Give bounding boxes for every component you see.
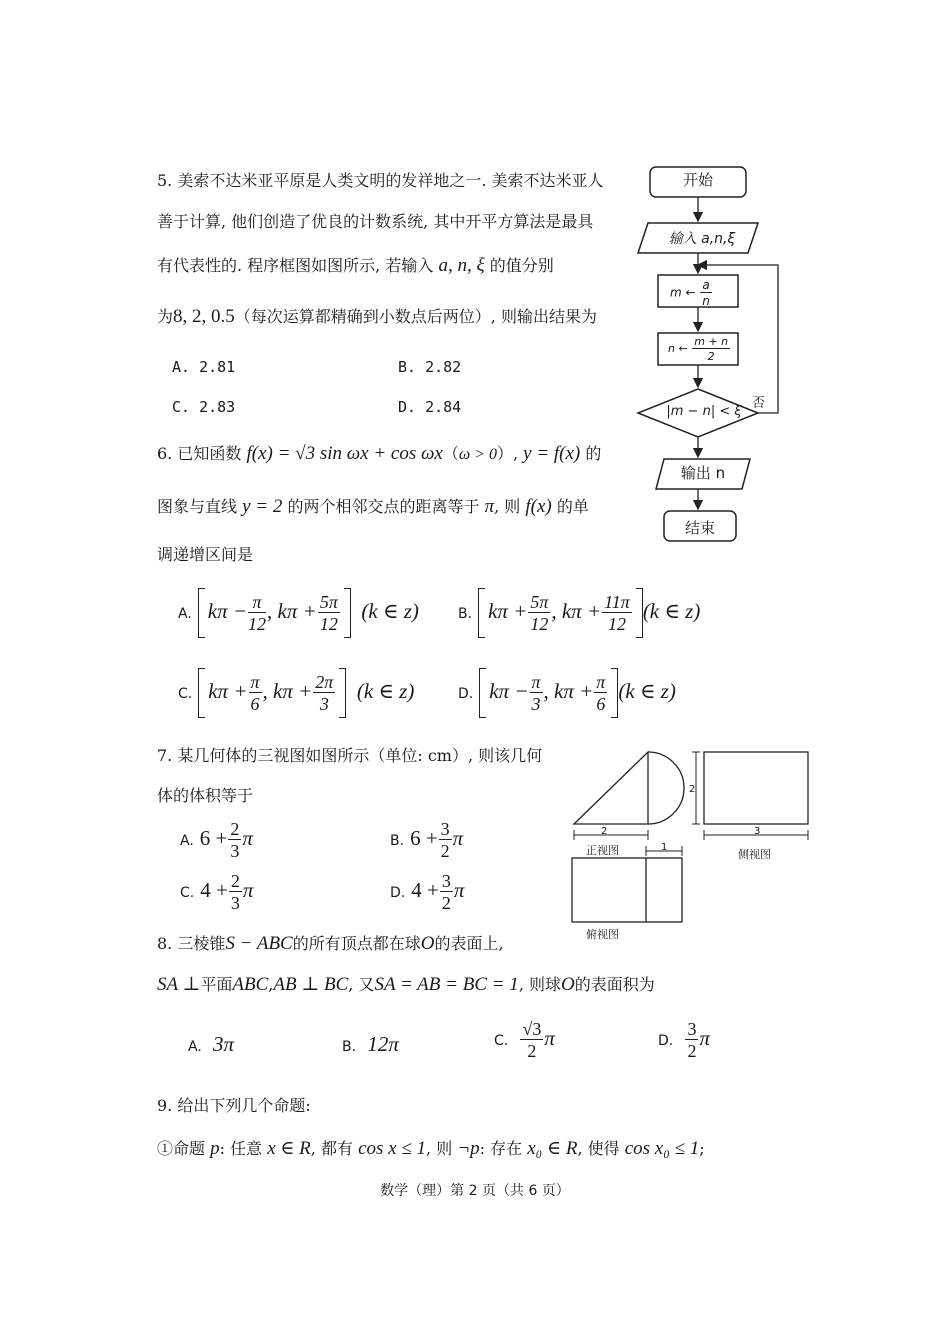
front-view-semicircle (648, 752, 684, 824)
q8-sphere-o-2: O (561, 974, 575, 995)
q7-option-b-label: B. (390, 832, 405, 849)
q6-paren-open: （ (442, 444, 459, 463)
flow-step-m-num: a (702, 278, 710, 292)
q6-option-c[interactable] (178, 668, 414, 718)
q6-option-b-label: B. (458, 605, 473, 622)
q7-option-c-den: 3 (230, 893, 240, 913)
q8-option-d-den: 2 (687, 1041, 697, 1061)
q6-option-a-part1: kπ − (207, 598, 248, 623)
q6-option-b-part1: kπ + (488, 598, 528, 623)
q6-omega-cond: ω > 0 (458, 446, 497, 463)
q7-option-b[interactable] (390, 820, 463, 860)
q6-option-b-f1n: 5π (530, 592, 549, 612)
q6-line-2-head: 图象与直线 (157, 497, 238, 516)
front-view-label: 正视图 (586, 844, 619, 857)
q7-option-d-den: 2 (441, 893, 451, 913)
q6-option-c-label: C. (178, 685, 193, 702)
flow-start-label: 开始 (682, 171, 713, 189)
q6-option-d-f1n: π (531, 672, 541, 692)
q6-option-c-part2: , kπ + (262, 678, 313, 703)
q7-option-a-pi: π (242, 825, 253, 850)
q6-option-b-f2d: 12 (607, 614, 626, 634)
q8-option-d[interactable] (658, 1020, 710, 1060)
q6-option-a-f2d: 12 (319, 614, 338, 634)
q6-line-2-tail: 的单 (556, 497, 589, 516)
q7-option-c-pi: π (242, 877, 254, 902)
q5-line-3 (157, 256, 554, 276)
q7-line-1: 7. 某几何体的三视图如图所示（单位: cm）, 则该几何 (157, 746, 543, 765)
top-view-label: 俯视图 (586, 928, 619, 941)
top-view-rect (572, 858, 682, 922)
q7-option-a-den: 3 (230, 841, 240, 861)
q6-line-2-mid: 的两个相邻交点的距离等于 (287, 497, 480, 516)
q7-option-c-int: 4 + (200, 877, 228, 902)
flow-output-label: 输出 n (680, 464, 726, 482)
q8-option-a-label: A. (188, 1039, 202, 1055)
q9-any: : 任意 (219, 1139, 263, 1158)
q6-option-c-f2n: 2π (315, 672, 334, 692)
q8-option-b-value: 12π (367, 1032, 399, 1056)
flow-end-label: 结束 (684, 519, 715, 537)
q8-option-c-label: C. (494, 1032, 509, 1049)
q8-option-c-pi: π (544, 1025, 555, 1050)
q9-always: , 都有 (310, 1139, 353, 1158)
q7-option-b-den: 2 (440, 841, 450, 861)
flow-step-m (670, 279, 713, 307)
q6-option-a-f2n: 5π (319, 592, 338, 612)
q7-option-b-pi: π (452, 825, 464, 850)
q7-option-c[interactable] (180, 872, 253, 912)
q6-option-a-domain: (k ∈ z) (361, 598, 419, 623)
dim-height: 2 (689, 784, 696, 795)
q8-ab-perp-bc: AB ⊥ BC (273, 974, 349, 995)
q8-option-c-den: 2 (527, 1041, 537, 1061)
flow-step-n-den: 2 (707, 350, 715, 363)
flow-input-label: 输入 a,n,ξ (668, 231, 736, 247)
q7-option-d-num: 3 (441, 871, 451, 891)
q8-line-1-tail: 的表面上, (434, 934, 504, 953)
q5-option-a[interactable]: A. 2.81 (172, 358, 236, 376)
q6-line-y2: y = 2 (242, 496, 283, 517)
q5-line-4-head: 为 (157, 307, 174, 326)
q6-option-b-domain: (k ∈ z) (642, 598, 701, 623)
q5-line-4-tail: （每次运算都精确到小数点后两位）, 则输出结果为 (234, 307, 597, 326)
side-view-label: 侧视图 (738, 848, 771, 861)
flow-no-label: 否 (752, 396, 766, 411)
q8-again: , 又 (348, 975, 375, 994)
q7-line-2: 体的体积等于 (157, 786, 254, 805)
front-view-shape (574, 752, 648, 824)
q6-option-c-part1: kπ + (208, 678, 248, 703)
q8-abc: ABC (232, 974, 269, 995)
flow-condition-label: |m − n| < ξ (666, 404, 742, 419)
q6-pi: π (484, 496, 495, 517)
q5-input-values: 8, 2, 0.5 (173, 306, 235, 327)
q6-option-c-f1n: π (250, 672, 260, 692)
q9-exists: : 存在 (479, 1139, 523, 1158)
q6-line-3: 调递增区间是 (157, 545, 254, 564)
q6-option-a-f1n: π (248, 593, 266, 613)
flow-step-m-den: n (702, 294, 710, 308)
q8-option-b-label: B. (342, 1039, 357, 1055)
page-footer: 数学（理）第 2 页（共 6 页） (380, 1183, 570, 1199)
q7-option-c-label: C. (180, 884, 195, 901)
q9-line-2 (157, 1139, 705, 1159)
q9-prop-head: ①命题 (157, 1139, 206, 1158)
q8-option-d-pi: π (699, 1025, 711, 1050)
q6-option-c-f1d: 6 (250, 694, 260, 714)
q6-option-a-part2: , kπ + (267, 598, 317, 623)
q8-option-d-label: D. (658, 1032, 674, 1049)
q6-option-d-f2n: π (596, 672, 606, 692)
q6-option-b-part2: , kπ + (551, 598, 602, 623)
q6-option-a-f1d: 12 (248, 614, 267, 634)
q6-option-b-f1d: 12 (530, 614, 549, 634)
q8-option-d-num: 3 (687, 1019, 697, 1039)
q9-cos-x0: cos x₀ ≤ 1 (624, 1138, 700, 1159)
q7-option-b-int: 6 + (410, 825, 438, 850)
q5-input-vars: a, n, ξ (438, 255, 485, 276)
flow-step-n-left: n ← (668, 342, 688, 355)
q6-line-1-head: 6. 已知函数 (157, 444, 242, 463)
q8-line-1-mid: 的所有顶点都在球 (292, 934, 421, 953)
q5-line-3-text: 有代表性的. 程序框图如图所示, 若输入 (157, 256, 434, 275)
q9-not-p: ¬p (457, 1138, 480, 1159)
q8-then: , 则球 (518, 975, 561, 994)
q9-x-in-r: x ∈ R (267, 1138, 311, 1159)
q7-option-d[interactable] (390, 872, 464, 912)
q8-lengths: SA = AB = BC = 1 (374, 974, 519, 995)
q5-line-4 (157, 307, 597, 327)
q6-line-2 (157, 497, 589, 517)
q6-option-d[interactable] (458, 668, 676, 718)
q9-line-1: 9. 给出下列几个命题: (157, 1096, 311, 1115)
q6-option-d-part2: , kπ + (543, 678, 594, 703)
q7-option-d-label: D. (390, 884, 406, 901)
q8-sa-perp: SA ⊥ (157, 974, 201, 995)
q6-fx: f(x) (525, 496, 552, 517)
q6-option-b-f2n: 11π (604, 592, 630, 612)
q6-option-d-domain: (k ∈ z) (618, 678, 676, 703)
q8-line-1-head: 8. 三棱锥 (157, 934, 226, 953)
q8-pyramid: S − ABC (225, 933, 293, 954)
q6-option-d-label: D. (458, 685, 474, 702)
q8-comma: , (268, 975, 274, 994)
q8-line-2-tail: 的表面积为 (574, 975, 655, 994)
q9-x0-in-r: x₀ ∈ R (527, 1138, 578, 1159)
q8-plane-text: 平面 (200, 975, 233, 994)
dim-front-width: 2 (601, 826, 608, 837)
q5-option-d[interactable]: D. 2.84 (398, 398, 462, 416)
flow-step-n (668, 336, 731, 362)
q9-semicolon: ; (699, 1139, 705, 1158)
q8-option-b[interactable] (342, 1032, 399, 1057)
q6-option-b[interactable] (458, 588, 700, 638)
q8-line-2 (157, 975, 655, 995)
q7-option-a[interactable] (180, 820, 253, 860)
q7-option-a-label: A. (180, 832, 194, 849)
q6-paren-close: ）, (496, 444, 519, 463)
q6-line-1-tail: 的 (585, 444, 602, 463)
side-view-rect (704, 752, 808, 824)
q6-option-c-domain: (k ∈ z) (356, 678, 415, 703)
flow-step-n-num: m + n (694, 335, 729, 348)
dim-side-width: 3 (754, 826, 761, 837)
q6-line-2-then: , 则 (494, 497, 521, 516)
q8-option-a-value: 3π (213, 1032, 235, 1056)
q8-option-c-num: √3 (522, 1019, 542, 1039)
q6-option-d-f2d: 6 (596, 694, 606, 714)
q5-option-c[interactable]: C. 2.83 (172, 398, 236, 416)
q6-line-1 (157, 444, 601, 465)
q6-option-a-label: A. (178, 605, 192, 622)
q6-function: f(x) = √3 sin ωx + cos ωx (246, 443, 443, 464)
q7-option-a-int: 6 + (199, 825, 228, 850)
q7-option-b-num: 3 (440, 819, 450, 839)
q6-option-d-f1d: 3 (531, 694, 541, 714)
q7-option-c-num: 2 (230, 871, 240, 891)
q6-y-eq: y = f(x) (523, 443, 581, 464)
q9-cos-le-1: cos x ≤ 1 (358, 1138, 427, 1159)
dim-semicircle: 1 (661, 842, 668, 853)
q8-option-a[interactable] (188, 1032, 234, 1057)
q8-line-1 (157, 934, 504, 954)
q5-line-1: 5. 美索不达米亚平原是人类文明的发祥地之一. 美索不达米亚人 (157, 171, 604, 190)
q7-option-d-int: 4 + (411, 877, 439, 902)
q8-option-c[interactable] (494, 1020, 555, 1060)
q5-line-2: 善于计算, 他们创造了优良的计数系统, 其中开平方算法是最具 (157, 212, 594, 231)
flow-step-m-left: m ← (670, 285, 696, 300)
q9-p: p (210, 1138, 220, 1159)
q9-then: , 则 (426, 1139, 453, 1158)
q7-option-d-pi: π (453, 877, 465, 902)
q6-option-c-f2d: 3 (319, 694, 329, 714)
q5-line-3-tail: 的值分别 (489, 256, 554, 275)
q8-sphere-o: O (420, 933, 435, 954)
q5-option-b[interactable]: B. 2.82 (398, 358, 462, 376)
q7-option-a-num: 2 (230, 819, 240, 839)
q6-option-a[interactable] (178, 588, 419, 638)
q6-option-d-part1: kπ − (489, 678, 529, 703)
q9-such-that: , 使得 (577, 1139, 620, 1158)
